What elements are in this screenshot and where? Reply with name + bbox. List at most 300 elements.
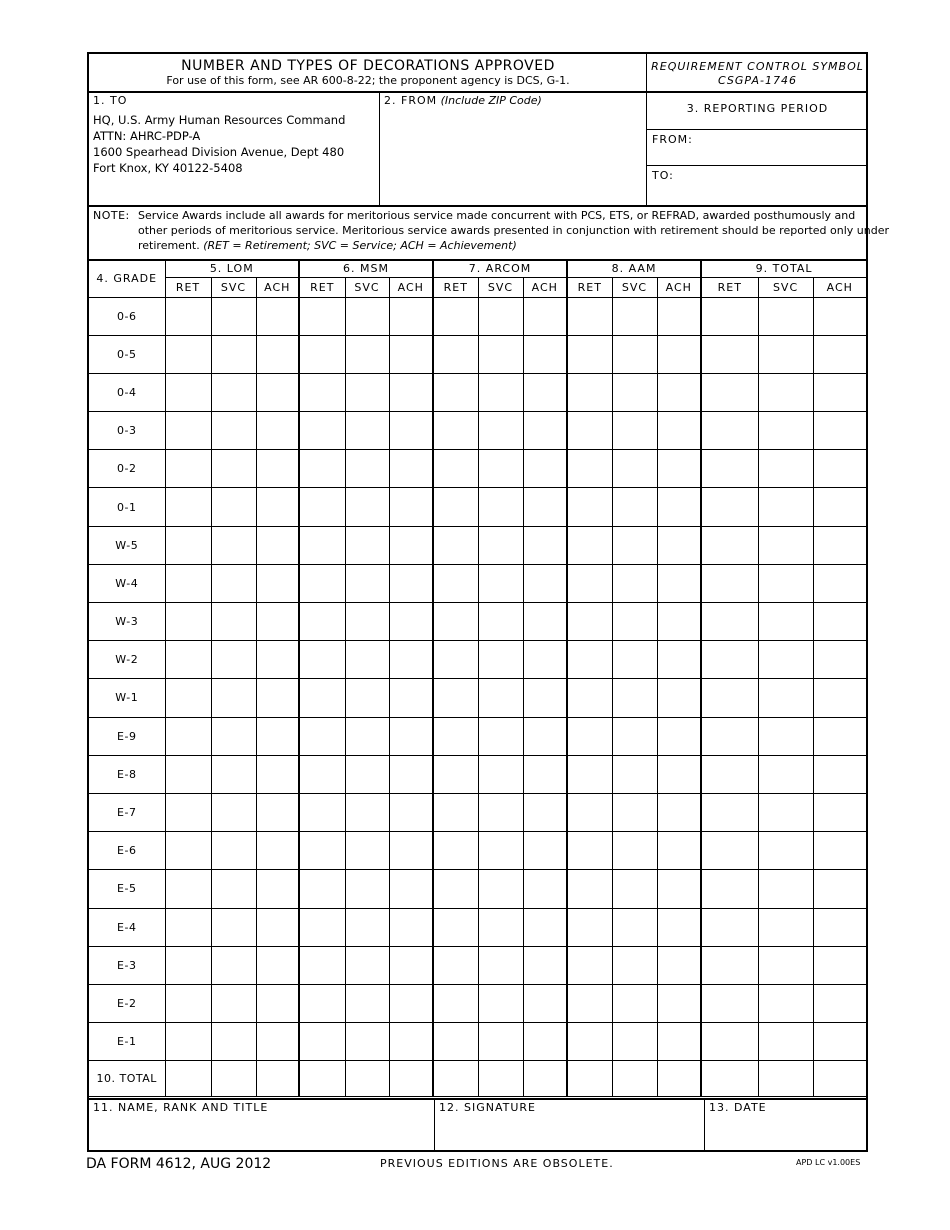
cell-total-ach[interactable] [813, 335, 866, 373]
cell-total-ret[interactable] [701, 488, 758, 526]
cell-total-ach[interactable] [813, 908, 866, 946]
cell-msm-svc[interactable] [345, 373, 389, 411]
cell-lom-svc[interactable] [211, 870, 256, 908]
cell-total-ret[interactable] [701, 1023, 758, 1061]
cell-lom-ach[interactable] [256, 755, 299, 793]
cell-total-svc[interactable] [758, 717, 813, 755]
cell-msm-ach[interactable] [389, 717, 433, 755]
cell-aam-ach[interactable] [657, 870, 701, 908]
cell-arcom-ret[interactable] [433, 946, 478, 984]
cell-aam-ret[interactable] [567, 488, 612, 526]
cell-arcom-ret[interactable] [433, 1023, 478, 1061]
cell-arcom-svc[interactable] [478, 450, 523, 488]
cell-msm-ach[interactable] [389, 373, 433, 411]
cell-arcom-svc[interactable] [478, 1061, 523, 1097]
cell-msm-ach[interactable] [389, 297, 433, 335]
cell-total-ret[interactable] [701, 908, 758, 946]
cell-lom-svc[interactable] [211, 488, 256, 526]
cell-lom-ach[interactable] [256, 488, 299, 526]
cell-msm-svc[interactable] [345, 488, 389, 526]
cell-aam-ach[interactable] [657, 603, 701, 641]
cell-lom-ach[interactable] [256, 717, 299, 755]
cell-msm-ret[interactable] [299, 412, 345, 450]
cell-total-ach[interactable] [813, 373, 866, 411]
cell-total-ret[interactable] [701, 1061, 758, 1097]
cell-msm-ach[interactable] [389, 335, 433, 373]
cell-lom-svc[interactable] [211, 679, 256, 717]
cell-lom-ret[interactable] [165, 450, 211, 488]
cell-lom-ach[interactable] [256, 564, 299, 602]
cell-lom-ret[interactable] [165, 1023, 211, 1061]
cell-aam-ach[interactable] [657, 755, 701, 793]
cell-total-svc[interactable] [758, 488, 813, 526]
cell-arcom-ach[interactable] [523, 412, 567, 450]
cell-aam-svc[interactable] [612, 984, 657, 1022]
cell-total-ret[interactable] [701, 755, 758, 793]
cell-arcom-ach[interactable] [523, 908, 567, 946]
cell-arcom-svc[interactable] [478, 832, 523, 870]
cell-lom-svc[interactable] [211, 335, 256, 373]
cell-arcom-ach[interactable] [523, 870, 567, 908]
cell-aam-ret[interactable] [567, 335, 612, 373]
cell-msm-svc[interactable] [345, 793, 389, 831]
cell-aam-ret[interactable] [567, 641, 612, 679]
cell-lom-svc[interactable] [211, 832, 256, 870]
cell-arcom-svc[interactable] [478, 755, 523, 793]
cell-msm-svc[interactable] [345, 679, 389, 717]
cell-aam-ret[interactable] [567, 755, 612, 793]
cell-msm-ret[interactable] [299, 870, 345, 908]
cell-msm-ach[interactable] [389, 679, 433, 717]
cell-total-ret[interactable] [701, 335, 758, 373]
cell-lom-ach[interactable] [256, 679, 299, 717]
cell-arcom-ret[interactable] [433, 641, 478, 679]
cell-msm-ret[interactable] [299, 297, 345, 335]
cell-total-svc[interactable] [758, 870, 813, 908]
cell-aam-svc[interactable] [612, 755, 657, 793]
cell-msm-ret[interactable] [299, 373, 345, 411]
cell-total-ach[interactable] [813, 564, 866, 602]
cell-aam-ret[interactable] [567, 1061, 612, 1097]
cell-total-ret[interactable] [701, 450, 758, 488]
cell-total-ach[interactable] [813, 450, 866, 488]
cell-arcom-ach[interactable] [523, 603, 567, 641]
cell-lom-ach[interactable] [256, 373, 299, 411]
cell-total-ach[interactable] [813, 412, 866, 450]
cell-aam-ret[interactable] [567, 603, 612, 641]
cell-msm-ach[interactable] [389, 755, 433, 793]
cell-msm-svc[interactable] [345, 908, 389, 946]
cell-lom-ret[interactable] [165, 488, 211, 526]
cell-aam-ach[interactable] [657, 564, 701, 602]
cell-lom-svc[interactable] [211, 450, 256, 488]
cell-msm-svc[interactable] [345, 564, 389, 602]
cell-lom-svc[interactable] [211, 526, 256, 564]
cell-total-svc[interactable] [758, 335, 813, 373]
cell-lom-ret[interactable] [165, 564, 211, 602]
cell-lom-ach[interactable] [256, 1023, 299, 1061]
cell-aam-svc[interactable] [612, 335, 657, 373]
cell-lom-ret[interactable] [165, 984, 211, 1022]
cell-arcom-svc[interactable] [478, 679, 523, 717]
cell-total-ach[interactable] [813, 717, 866, 755]
cell-total-ret[interactable] [701, 641, 758, 679]
cell-msm-ach[interactable] [389, 946, 433, 984]
cell-aam-ret[interactable] [567, 526, 612, 564]
cell-msm-ach[interactable] [389, 870, 433, 908]
cell-aam-ach[interactable] [657, 488, 701, 526]
cell-total-svc[interactable] [758, 832, 813, 870]
cell-aam-ach[interactable] [657, 297, 701, 335]
cell-aam-svc[interactable] [612, 679, 657, 717]
cell-lom-svc[interactable] [211, 1023, 256, 1061]
cell-aam-svc[interactable] [612, 946, 657, 984]
cell-lom-ret[interactable] [165, 412, 211, 450]
cell-msm-svc[interactable] [345, 870, 389, 908]
cell-aam-ach[interactable] [657, 1061, 701, 1097]
cell-arcom-svc[interactable] [478, 297, 523, 335]
cell-aam-svc[interactable] [612, 564, 657, 602]
cell-arcom-ret[interactable] [433, 1061, 478, 1097]
cell-msm-ret[interactable] [299, 832, 345, 870]
cell-aam-ach[interactable] [657, 412, 701, 450]
cell-total-svc[interactable] [758, 373, 813, 411]
cell-msm-ret[interactable] [299, 908, 345, 946]
cell-total-ret[interactable] [701, 793, 758, 831]
cell-arcom-svc[interactable] [478, 908, 523, 946]
cell-aam-svc[interactable] [612, 870, 657, 908]
cell-aam-svc[interactable] [612, 832, 657, 870]
cell-aam-ret[interactable] [567, 412, 612, 450]
cell-arcom-ret[interactable] [433, 335, 478, 373]
cell-total-svc[interactable] [758, 908, 813, 946]
cell-msm-ret[interactable] [299, 1061, 345, 1097]
cell-lom-ret[interactable] [165, 946, 211, 984]
cell-arcom-ret[interactable] [433, 870, 478, 908]
cell-total-ret[interactable] [701, 870, 758, 908]
cell-msm-svc[interactable] [345, 1061, 389, 1097]
cell-lom-ach[interactable] [256, 1061, 299, 1097]
cell-total-svc[interactable] [758, 450, 813, 488]
cell-msm-ret[interactable] [299, 603, 345, 641]
cell-total-ach[interactable] [813, 946, 866, 984]
cell-msm-svc[interactable] [345, 335, 389, 373]
cell-lom-ret[interactable] [165, 526, 211, 564]
cell-msm-ret[interactable] [299, 335, 345, 373]
cell-arcom-ret[interactable] [433, 793, 478, 831]
cell-arcom-ach[interactable] [523, 335, 567, 373]
cell-lom-ach[interactable] [256, 526, 299, 564]
cell-arcom-svc[interactable] [478, 641, 523, 679]
cell-lom-ret[interactable] [165, 603, 211, 641]
cell-arcom-svc[interactable] [478, 717, 523, 755]
cell-lom-svc[interactable] [211, 603, 256, 641]
cell-msm-svc[interactable] [345, 603, 389, 641]
cell-total-ret[interactable] [701, 832, 758, 870]
cell-total-ach[interactable] [813, 984, 866, 1022]
cell-arcom-ach[interactable] [523, 793, 567, 831]
cell-lom-ach[interactable] [256, 832, 299, 870]
cell-msm-svc[interactable] [345, 717, 389, 755]
cell-msm-ach[interactable] [389, 488, 433, 526]
cell-lom-ach[interactable] [256, 946, 299, 984]
cell-aam-svc[interactable] [612, 793, 657, 831]
cell-aam-ret[interactable] [567, 832, 612, 870]
cell-total-svc[interactable] [758, 603, 813, 641]
cell-total-svc[interactable] [758, 946, 813, 984]
cell-arcom-ret[interactable] [433, 488, 478, 526]
cell-arcom-ach[interactable] [523, 832, 567, 870]
cell-lom-svc[interactable] [211, 755, 256, 793]
cell-aam-ret[interactable] [567, 564, 612, 602]
cell-arcom-svc[interactable] [478, 412, 523, 450]
cell-lom-svc[interactable] [211, 297, 256, 335]
cell-aam-ret[interactable] [567, 679, 612, 717]
cell-total-svc[interactable] [758, 564, 813, 602]
cell-msm-svc[interactable] [345, 641, 389, 679]
cell-arcom-svc[interactable] [478, 603, 523, 641]
cell-total-ach[interactable] [813, 1023, 866, 1061]
cell-arcom-ret[interactable] [433, 717, 478, 755]
cell-total-ach[interactable] [813, 832, 866, 870]
cell-lom-ret[interactable] [165, 1061, 211, 1097]
cell-arcom-ach[interactable] [523, 717, 567, 755]
cell-lom-ach[interactable] [256, 641, 299, 679]
cell-total-ach[interactable] [813, 1061, 866, 1097]
cell-arcom-ach[interactable] [523, 564, 567, 602]
cell-aam-ret[interactable] [567, 908, 612, 946]
cell-msm-svc[interactable] [345, 412, 389, 450]
cell-lom-svc[interactable] [211, 1061, 256, 1097]
cell-msm-svc[interactable] [345, 755, 389, 793]
cell-total-ach[interactable] [813, 526, 866, 564]
cell-total-ach[interactable] [813, 641, 866, 679]
cell-msm-ach[interactable] [389, 603, 433, 641]
cell-total-ach[interactable] [813, 297, 866, 335]
cell-total-ret[interactable] [701, 526, 758, 564]
cell-total-svc[interactable] [758, 793, 813, 831]
cell-msm-ach[interactable] [389, 1023, 433, 1061]
cell-arcom-ach[interactable] [523, 984, 567, 1022]
cell-aam-ach[interactable] [657, 832, 701, 870]
cell-total-ach[interactable] [813, 679, 866, 717]
cell-aam-svc[interactable] [612, 603, 657, 641]
cell-lom-ret[interactable] [165, 793, 211, 831]
cell-aam-ret[interactable] [567, 297, 612, 335]
cell-arcom-svc[interactable] [478, 793, 523, 831]
cell-msm-svc[interactable] [345, 832, 389, 870]
cell-aam-svc[interactable] [612, 908, 657, 946]
cell-arcom-ach[interactable] [523, 450, 567, 488]
cell-lom-svc[interactable] [211, 984, 256, 1022]
cell-arcom-ach[interactable] [523, 488, 567, 526]
cell-total-ret[interactable] [701, 679, 758, 717]
cell-arcom-svc[interactable] [478, 526, 523, 564]
cell-msm-ach[interactable] [389, 450, 433, 488]
cell-arcom-ret[interactable] [433, 412, 478, 450]
cell-arcom-ret[interactable] [433, 526, 478, 564]
cell-aam-ach[interactable] [657, 679, 701, 717]
reporting-to-field[interactable] [689, 168, 865, 203]
cell-msm-ret[interactable] [299, 564, 345, 602]
cell-aam-svc[interactable] [612, 412, 657, 450]
cell-msm-ach[interactable] [389, 984, 433, 1022]
cell-msm-svc[interactable] [345, 297, 389, 335]
cell-lom-ret[interactable] [165, 870, 211, 908]
cell-aam-svc[interactable] [612, 488, 657, 526]
cell-total-ach[interactable] [813, 793, 866, 831]
cell-arcom-ach[interactable] [523, 1023, 567, 1061]
cell-lom-ret[interactable] [165, 335, 211, 373]
cell-total-ret[interactable] [701, 297, 758, 335]
cell-msm-ret[interactable] [299, 717, 345, 755]
name-rank-title-field[interactable] [91, 1116, 431, 1148]
cell-msm-ret[interactable] [299, 679, 345, 717]
cell-msm-ret[interactable] [299, 793, 345, 831]
cell-lom-svc[interactable] [211, 412, 256, 450]
cell-lom-svc[interactable] [211, 793, 256, 831]
cell-msm-ach[interactable] [389, 793, 433, 831]
cell-lom-svc[interactable] [211, 641, 256, 679]
cell-aam-ach[interactable] [657, 946, 701, 984]
cell-aam-ret[interactable] [567, 1023, 612, 1061]
cell-aam-svc[interactable] [612, 373, 657, 411]
cell-lom-ret[interactable] [165, 679, 211, 717]
cell-arcom-svc[interactable] [478, 373, 523, 411]
cell-aam-ach[interactable] [657, 793, 701, 831]
cell-arcom-ach[interactable] [523, 373, 567, 411]
cell-aam-svc[interactable] [612, 526, 657, 564]
cell-aam-ret[interactable] [567, 793, 612, 831]
cell-arcom-ach[interactable] [523, 755, 567, 793]
cell-aam-svc[interactable] [612, 717, 657, 755]
cell-arcom-svc[interactable] [478, 564, 523, 602]
cell-total-ret[interactable] [701, 603, 758, 641]
cell-msm-svc[interactable] [345, 1023, 389, 1061]
cell-msm-ach[interactable] [389, 564, 433, 602]
cell-aam-svc[interactable] [612, 297, 657, 335]
cell-arcom-svc[interactable] [478, 488, 523, 526]
cell-msm-ach[interactable] [389, 908, 433, 946]
cell-lom-ach[interactable] [256, 793, 299, 831]
cell-msm-ret[interactable] [299, 526, 345, 564]
cell-aam-ach[interactable] [657, 984, 701, 1022]
cell-arcom-svc[interactable] [478, 870, 523, 908]
cell-total-svc[interactable] [758, 526, 813, 564]
cell-msm-ach[interactable] [389, 832, 433, 870]
cell-arcom-svc[interactable] [478, 335, 523, 373]
cell-aam-ach[interactable] [657, 526, 701, 564]
cell-aam-ach[interactable] [657, 450, 701, 488]
cell-arcom-ach[interactable] [523, 526, 567, 564]
cell-msm-svc[interactable] [345, 984, 389, 1022]
cell-aam-ret[interactable] [567, 450, 612, 488]
cell-arcom-ach[interactable] [523, 679, 567, 717]
cell-msm-svc[interactable] [345, 450, 389, 488]
cell-aam-svc[interactable] [612, 1023, 657, 1061]
cell-arcom-ach[interactable] [523, 641, 567, 679]
cell-aam-ach[interactable] [657, 373, 701, 411]
cell-arcom-ret[interactable] [433, 832, 478, 870]
cell-total-ret[interactable] [701, 373, 758, 411]
cell-lom-ret[interactable] [165, 832, 211, 870]
cell-lom-ret[interactable] [165, 641, 211, 679]
cell-aam-ret[interactable] [567, 373, 612, 411]
cell-lom-ach[interactable] [256, 984, 299, 1022]
signature-field[interactable] [436, 1116, 702, 1148]
cell-arcom-ach[interactable] [523, 297, 567, 335]
cell-total-svc[interactable] [758, 755, 813, 793]
cell-arcom-svc[interactable] [478, 984, 523, 1022]
cell-total-svc[interactable] [758, 412, 813, 450]
cell-msm-ret[interactable] [299, 641, 345, 679]
cell-total-ret[interactable] [701, 717, 758, 755]
cell-aam-ach[interactable] [657, 908, 701, 946]
cell-lom-ach[interactable] [256, 603, 299, 641]
cell-lom-ach[interactable] [256, 335, 299, 373]
cell-total-ach[interactable] [813, 488, 866, 526]
cell-lom-ret[interactable] [165, 908, 211, 946]
cell-lom-ach[interactable] [256, 908, 299, 946]
cell-aam-ret[interactable] [567, 717, 612, 755]
from-address-field[interactable] [381, 110, 645, 204]
cell-total-ret[interactable] [701, 984, 758, 1022]
cell-lom-ret[interactable] [165, 755, 211, 793]
cell-lom-ret[interactable] [165, 297, 211, 335]
cell-total-svc[interactable] [758, 641, 813, 679]
cell-arcom-ret[interactable] [433, 564, 478, 602]
cell-lom-svc[interactable] [211, 564, 256, 602]
cell-msm-ret[interactable] [299, 755, 345, 793]
cell-aam-ret[interactable] [567, 946, 612, 984]
cell-lom-ach[interactable] [256, 297, 299, 335]
cell-aam-ret[interactable] [567, 870, 612, 908]
cell-arcom-ach[interactable] [523, 946, 567, 984]
cell-aam-ach[interactable] [657, 717, 701, 755]
cell-arcom-ret[interactable] [433, 984, 478, 1022]
cell-total-svc[interactable] [758, 679, 813, 717]
reporting-from-field[interactable] [689, 132, 865, 164]
cell-total-svc[interactable] [758, 1023, 813, 1061]
cell-msm-ret[interactable] [299, 1023, 345, 1061]
cell-aam-svc[interactable] [612, 641, 657, 679]
cell-lom-ret[interactable] [165, 373, 211, 411]
cell-msm-ach[interactable] [389, 526, 433, 564]
cell-arcom-ret[interactable] [433, 450, 478, 488]
cell-msm-ach[interactable] [389, 1061, 433, 1097]
cell-lom-ret[interactable] [165, 717, 211, 755]
cell-arcom-ret[interactable] [433, 908, 478, 946]
cell-arcom-ret[interactable] [433, 297, 478, 335]
cell-total-ret[interactable] [701, 412, 758, 450]
cell-aam-svc[interactable] [612, 1061, 657, 1097]
cell-msm-ret[interactable] [299, 984, 345, 1022]
cell-msm-ret[interactable] [299, 488, 345, 526]
cell-total-ret[interactable] [701, 946, 758, 984]
cell-arcom-svc[interactable] [478, 1023, 523, 1061]
cell-arcom-ach[interactable] [523, 1061, 567, 1097]
cell-lom-ach[interactable] [256, 450, 299, 488]
cell-total-svc[interactable] [758, 984, 813, 1022]
cell-msm-ret[interactable] [299, 450, 345, 488]
cell-aam-ach[interactable] [657, 641, 701, 679]
cell-total-ach[interactable] [813, 603, 866, 641]
cell-aam-ret[interactable] [567, 984, 612, 1022]
cell-aam-svc[interactable] [612, 450, 657, 488]
date-field[interactable] [706, 1116, 864, 1148]
cell-total-ret[interactable] [701, 564, 758, 602]
cell-lom-svc[interactable] [211, 908, 256, 946]
